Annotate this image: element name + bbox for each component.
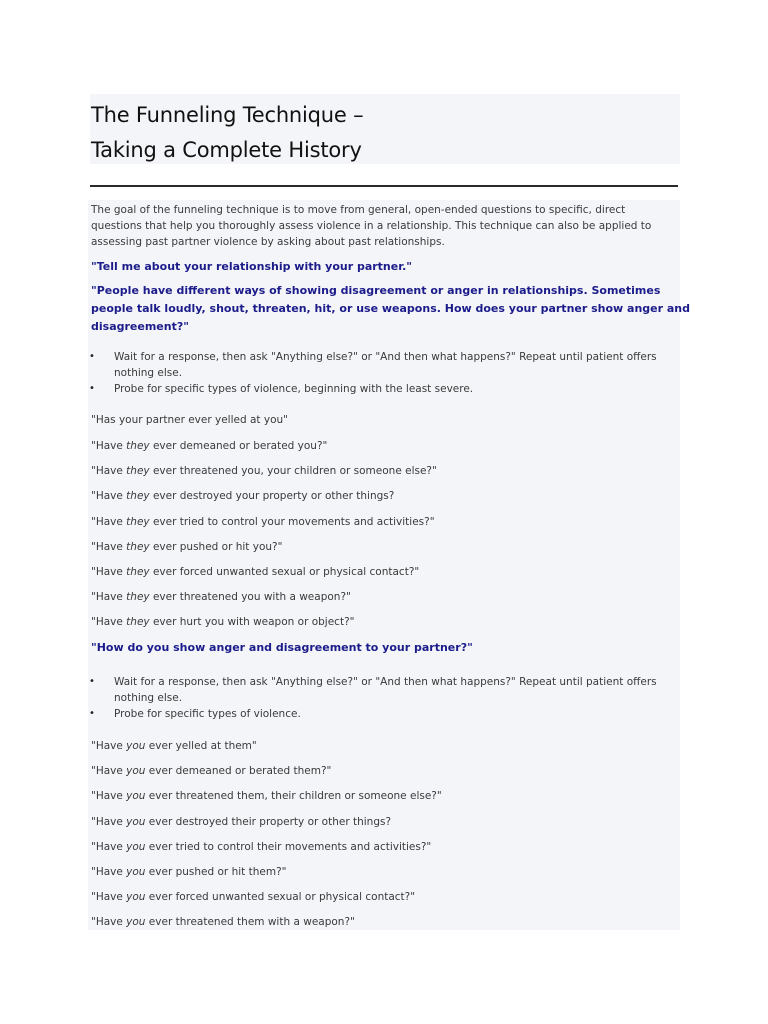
intro-line: The goal of the funneling technique is to move from general, open-ended questions to specific, direct — [91, 204, 626, 216]
question-self: "Have you ever threatened them, their children or someone else?" — [91, 790, 442, 802]
question-partner: "Have they ever demeaned or berated you?" — [91, 440, 328, 452]
bullet-list-self — [88, 674, 680, 722]
bullet-list-partner — [88, 349, 680, 397]
question-self: "Have you ever demeaned or berated them?" — [91, 765, 332, 777]
list-item — [88, 349, 680, 381]
prompt-line: disagreement?" — [91, 320, 189, 333]
list-item — [88, 706, 680, 722]
page-title-line-1: The Funneling Technique – — [91, 103, 364, 127]
question-self: "Have you ever forced unwanted sexual or physical contact?" — [91, 891, 416, 903]
bullet-icon: • — [89, 351, 95, 362]
question-partner: "Have they ever pushed or hit you?" — [91, 541, 283, 553]
bullet-icon: • — [89, 708, 95, 719]
prompt-relationship: "Tell me about your relationship with your partner." — [91, 260, 412, 273]
question-partner: "Have they ever forced unwanted sexual or physical contact?" — [91, 566, 420, 578]
list-item — [88, 381, 680, 397]
intro-line: assessing past partner violence by asking about past relationships. — [91, 236, 445, 248]
page-title-line-2: Taking a Complete History — [91, 138, 362, 162]
prompt-line: people talk loudly, shout, threaten, hit, or use weapons. How does your partner show anger and — [91, 302, 691, 315]
intro-paragraph — [91, 202, 676, 250]
question-partner: "Have they ever destroyed your property or other things? — [91, 490, 395, 502]
prompt-line: "People have different ways of showing disagreement or anger in relationships. Sometimes — [91, 284, 661, 297]
question-self: "Have you ever yelled at them" — [91, 740, 257, 752]
title-block — [90, 94, 680, 164]
bullet-icon: • — [89, 383, 95, 394]
question-partner: "Have they ever tried to control your movements and activities?" — [91, 516, 435, 528]
list-item-line: Wait for a response, then ask "Anything else?" or "And then what happens?" Repeat until patient offers — [114, 676, 657, 688]
prompt-partner-anger — [91, 282, 690, 336]
list-item — [88, 674, 680, 706]
prompt-self-anger: "How do you show anger and disagreement to your partner?" — [91, 641, 473, 654]
question-self: "Have you ever destroyed their property or other things? — [91, 816, 392, 828]
list-item-line: nothing else. — [114, 367, 183, 379]
intro-line: questions that help you thoroughly assess violence in a relationship. This technique can also be applied to — [91, 220, 652, 232]
list-item-line: nothing else. — [114, 692, 183, 704]
bullet-icon: • — [89, 676, 95, 687]
question-partner: "Has your partner ever yelled at you" — [91, 414, 288, 426]
question-partner: "Have they ever threatened you with a weapon?" — [91, 591, 351, 603]
list-item-line: Probe for specific types of violence. — [114, 708, 301, 720]
question-partner: "Have they ever hurt you with weapon or object?" — [91, 616, 355, 628]
list-item-line: Probe for specific types of violence, beginning with the least severe. — [114, 383, 474, 395]
question-self: "Have you ever tried to control their movements and activities?" — [91, 841, 432, 853]
title-divider — [90, 185, 678, 187]
content-block — [88, 200, 691, 930]
question-partner: "Have they ever threatened you, your children or someone else?" — [91, 465, 437, 477]
question-self: "Have you ever threatened them with a weapon?" — [91, 916, 355, 928]
list-item-line: Wait for a response, then ask "Anything else?" or "And then what happens?" Repeat until patient offers — [114, 351, 657, 363]
question-self: "Have you ever pushed or hit them?" — [91, 866, 287, 878]
